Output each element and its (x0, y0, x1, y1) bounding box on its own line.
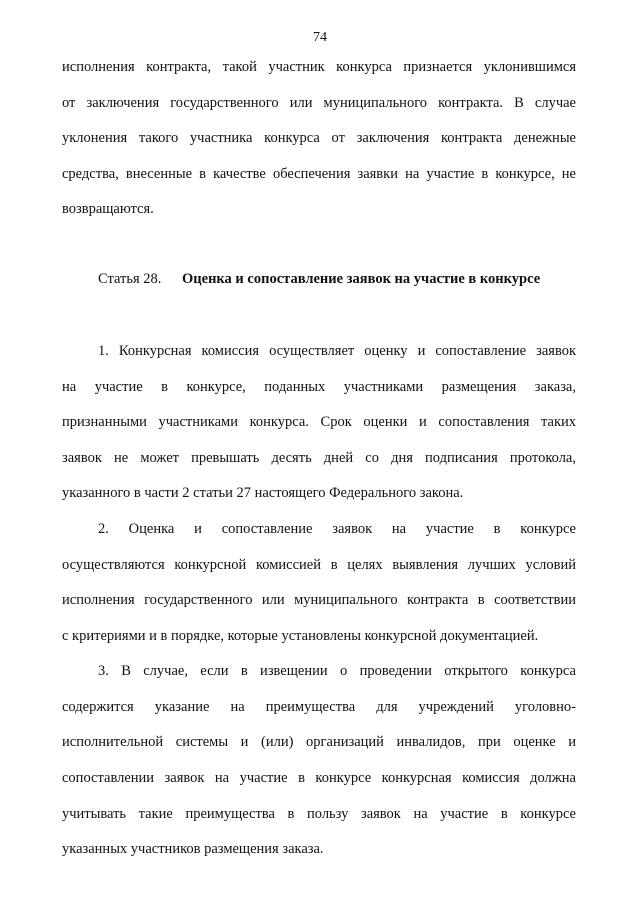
item-2-line: осуществляются конкурсной комиссией в целях выявления лучших условий (62, 557, 576, 573)
item-1-line: 1. Конкурсная комиссия осуществляет оценку и сопоставление заявок (98, 343, 576, 359)
item-2-line: исполнения государственного или муниципального контракта в соответствии (62, 592, 576, 608)
paragraph-line: средства, внесенные в качестве обеспечения заявки на участие в конкурсе, не (62, 166, 576, 182)
item-1-line: признанными участниками конкурса. Срок оценки и сопоставления таких (62, 414, 576, 430)
article-number: Статья 28. (98, 271, 162, 287)
article-heading (98, 270, 540, 288)
page-number: 74 (313, 30, 327, 45)
item-2-line: 2. Оценка и сопоставление заявок на участие в конкурсе (98, 521, 576, 537)
item-3-line: указанных участников размещения заказа. (62, 841, 324, 857)
item-1-line: на участие в конкурсе, поданных участниками размещения заказа, (62, 379, 576, 395)
item-3-line: 3. В случае, если в извещении о проведении открытого конкурса (98, 663, 576, 679)
paragraph-line: от заключения государственного или муниципального контракта. В случае (62, 95, 576, 111)
item-3-line: исполнительной системы и (или) организаций инвалидов, при оценке и (62, 734, 576, 750)
item-1-line: заявок не может превышать десять дней со дня подписания протокола, (62, 450, 576, 466)
paragraph-line: исполнения контракта, такой участник конкурса признается уклонившимся (62, 59, 576, 75)
item-3-line: содержится указание на преимущества для учреждений уголовно- (62, 699, 576, 715)
item-1-line: указанного в части 2 статьи 27 настоящего Федерального закона. (62, 485, 464, 501)
paragraph-line: уклонения такого участника конкурса от заключения контракта денежные (62, 130, 576, 146)
item-2-line: с критериями и в порядке, которые установлены конкурсной документацией. (62, 628, 539, 644)
item-3-line: сопоставлении заявок на участие в конкурсе конкурсная комиссия должна (62, 770, 576, 786)
paragraph-line: возвращаются. (62, 201, 154, 217)
article-title: Оценка и сопоставление заявок на участие в конкурсе (182, 271, 541, 287)
item-3-line: учитывать такие преимущества в пользу заявок на участие в конкурсе (62, 806, 576, 822)
